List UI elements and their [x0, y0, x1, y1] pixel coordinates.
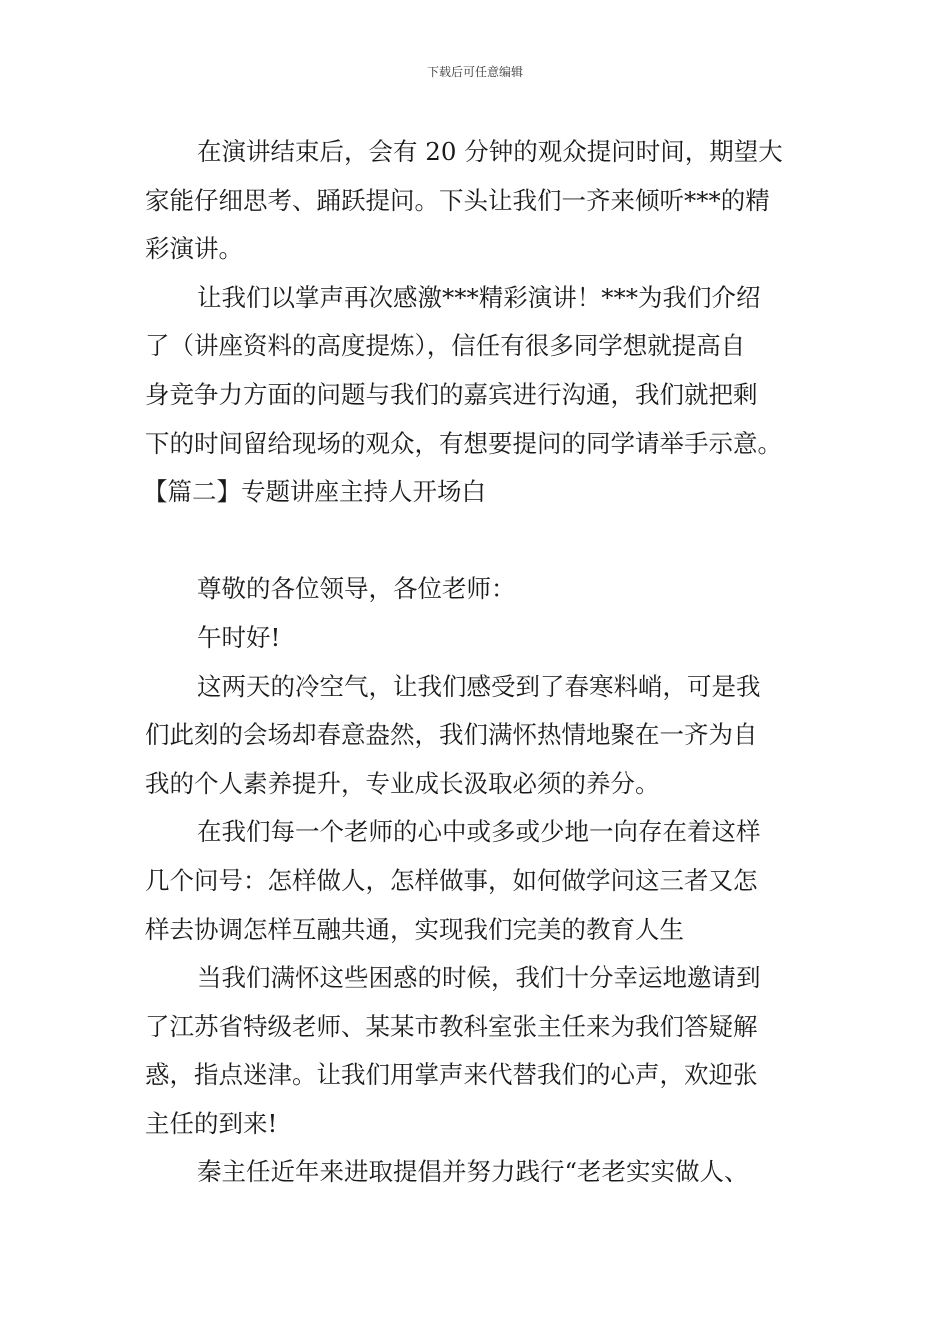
- text-line: 我的个人素养提升，专业成长汲取必须的养分。: [145, 768, 660, 798]
- text-line: 几个问号：怎样做人，怎样做事，如何做学问这三者又怎: [145, 865, 758, 895]
- page-header-note: 下载后可任意编辑: [426, 65, 523, 79]
- text-line: 了江苏省特级老师、某某市教科室张主任来为我们答疑解: [145, 1011, 758, 1041]
- paragraph-questions: [145, 808, 810, 954]
- paragraph-qa-intro: [145, 128, 810, 274]
- text-line: 秦主任近年来进取提倡并努力践行“老老实实做人、: [197, 1157, 749, 1187]
- document-body: [145, 128, 810, 1197]
- paragraph-director: [145, 1148, 810, 1197]
- text-line: 样去协调怎样互融共通，实现我们完美的教育人生: [145, 914, 684, 944]
- text-line: 们此刻的会场却春意盎然，我们满怀热情地聚在一齐为自: [145, 720, 758, 750]
- text-line: 惑，指点迷津。让我们用掌声来代替我们的心声，欢迎张: [145, 1060, 758, 1090]
- text-line: 下的时间留给现场的观众，有想要提问的同学请举手示意。: [145, 428, 782, 458]
- text-line: 彩演讲。: [145, 234, 243, 264]
- greeting-line: 尊敬的各位领导，各位老师：: [197, 574, 516, 604]
- text-line: 当我们满怀这些困惑的时候，我们十分幸运地邀请到: [197, 963, 761, 993]
- paragraph-thanks: [145, 274, 810, 468]
- text-line: 身竞争力方面的问题与我们的嘉宾进行沟通，我们就把剩: [145, 379, 758, 409]
- text-line: 家能仔细思考、踊跃提问。下头让我们一齐来倾听***的精: [145, 185, 770, 215]
- text-line: 在演讲结束后，会有 20 分钟的观众提问时间，期望大: [197, 137, 783, 166]
- text-line: 在我们每一个老师的心中或多或少地一向存在着这样: [197, 817, 761, 847]
- text-line: 这两天的冷空气，让我们感受到了春寒料峭，可是我: [197, 671, 761, 701]
- text-line: 了（讲座资料的高度提炼），信任有很多同学想就提高自: [145, 331, 746, 361]
- section-title: 【篇二】专题讲座主持人开场白: [143, 477, 486, 507]
- paragraph-weather: [145, 663, 810, 809]
- blank-line: [145, 517, 810, 566]
- salutation-line: 午时好!: [197, 622, 281, 652]
- paragraph-invitation: [145, 954, 810, 1148]
- text-line: 主任的到来!: [145, 1108, 278, 1138]
- text-line: 让我们以掌声再次感激***精彩演讲！***为我们介绍: [197, 282, 761, 312]
